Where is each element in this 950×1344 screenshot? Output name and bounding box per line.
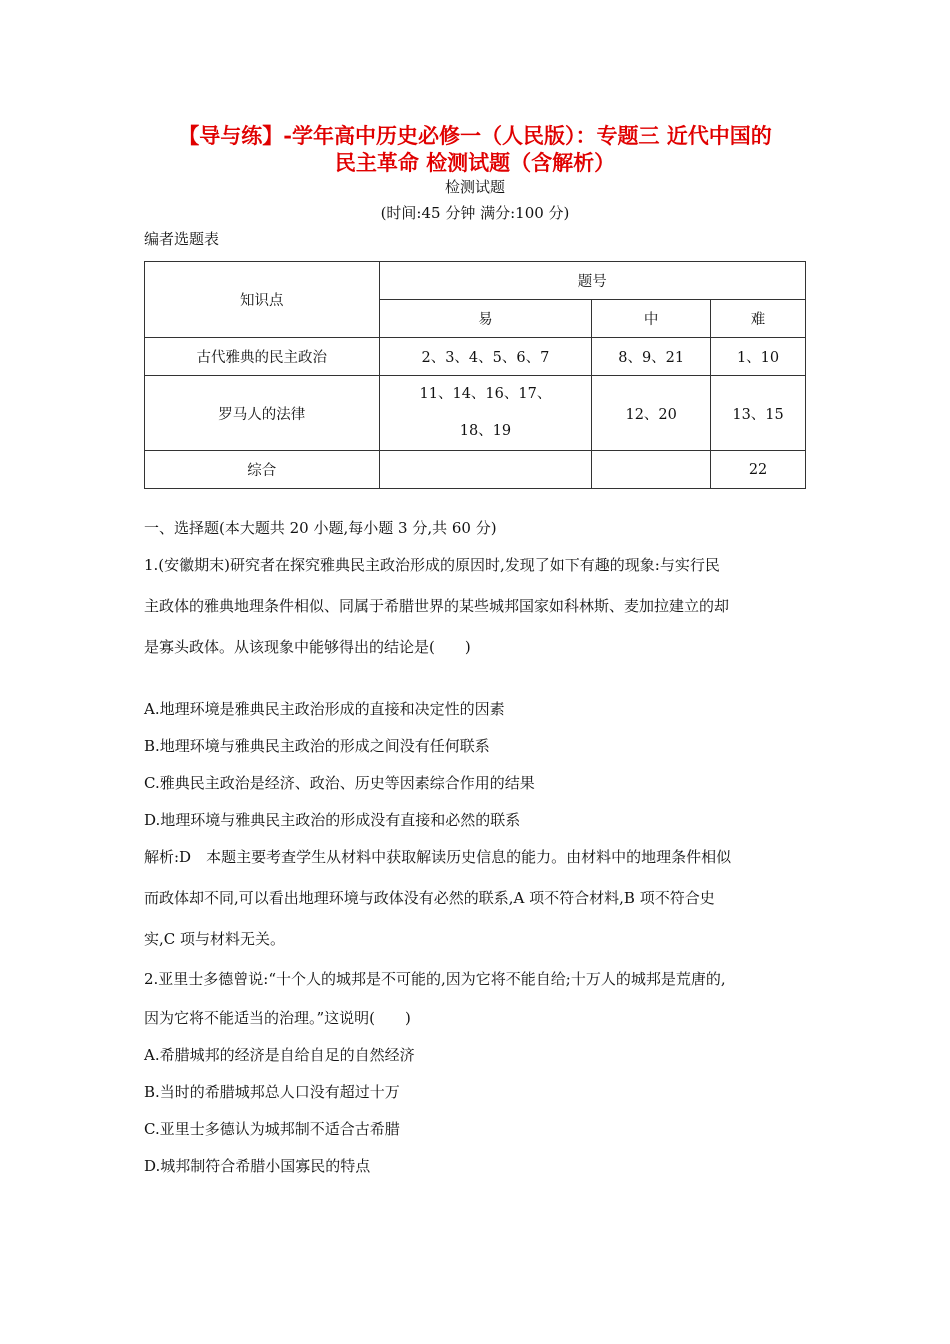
header-knowledge: 知识点	[145, 262, 380, 338]
subtitle: 检测试题	[444, 178, 505, 196]
topic-cell: 古代雅典的民主政治	[145, 338, 380, 376]
medium-cell	[592, 451, 711, 489]
header-question-no: 题号	[379, 262, 805, 300]
header-hard: 难	[711, 300, 806, 338]
topic-cell: 综合	[145, 451, 380, 489]
q1-option-b: B.地理环境与雅典民主政治的形成之间没有任何联系	[144, 737, 490, 755]
q2-option-a: A.希腊城邦的经济是自给自足的自然经济	[144, 1046, 415, 1064]
q2-option-d: D.城邦制符合希腊小国寡民的特点	[144, 1157, 371, 1175]
table-row	[145, 376, 806, 451]
hard-cell: 1、10	[711, 338, 806, 376]
topic-cell: 罗马人的法律	[145, 376, 380, 451]
question-selection-table	[144, 261, 806, 489]
easy-line-2: 18、19	[459, 423, 512, 439]
title-line-2: 民主革命 检测试题（含解析）	[334, 150, 616, 175]
time-info: (时间:45 分钟 满分:100 分)	[380, 204, 570, 222]
q1-analysis-line-2: 而政体却不同,可以看出地理环境与政体没有必然的联系,A 项不符合材料,B 项不符合史	[144, 889, 715, 907]
hard-cell: 22	[711, 451, 806, 489]
q2-stem-line-1: 2.亚里士多德曾说:“十个人的城邦是不可能的,因为它将不能自给;十万人的城邦是荒唐的,	[144, 970, 726, 988]
medium-cell: 8、9、21	[592, 338, 711, 376]
q2-stem-line-2: 因为它将不能适当的治理。”这说明( )	[144, 1009, 411, 1027]
easy-line-1: 11、14、16、17、	[419, 386, 552, 402]
easy-cell	[379, 376, 592, 451]
document-title	[120, 122, 830, 176]
easy-cell	[379, 451, 592, 489]
table-row	[145, 451, 806, 489]
q2-option-c: C.亚里士多德认为城邦制不适合古希腊	[144, 1120, 400, 1138]
hard-cell: 13、15	[711, 376, 806, 451]
q1-stem-line-1: 1.(安徽期末)研究者在探究雅典民主政治形成的原因时,发现了如下有趣的现象:与实行民	[144, 556, 720, 574]
q1-stem-line-2: 主政体的雅典地理条件相似、同属于希腊世界的某些城邦国家如科林斯、麦加拉建立的却	[144, 597, 730, 615]
header-medium: 中	[592, 300, 711, 338]
q1-option-a: A.地理环境是雅典民主政治形成的直接和决定性的因素	[144, 700, 505, 718]
medium-cell: 12、20	[592, 376, 711, 451]
q1-analysis-line-1: 解析:D 本题主要考查学生从材料中获取解读历史信息的能力。由材料中的地理条件相似	[144, 848, 732, 866]
q1-option-c: C.雅典民主政治是经济、政治、历史等因素综合作用的结果	[144, 774, 535, 792]
q2-option-b: B.当时的希腊城邦总人口没有超过十万	[144, 1083, 400, 1101]
section-heading: 一、选择题(本大题共 20 小题,每小题 3 分,共 60 分)	[144, 519, 497, 537]
title-line-1: 【导与练】-学年高中历史必修一（人民版）：专题三 近代中国的	[178, 123, 772, 148]
easy-cell: 2、3、4、5、6、7	[379, 338, 592, 376]
q1-stem-line-3: 是寡头政体。从该现象中能够得出的结论是( )	[144, 638, 471, 656]
q1-analysis-line-3: 实,C 项与材料无关。	[144, 930, 286, 948]
q1-option-d: D.地理环境与雅典民主政治的形成没有直接和必然的联系	[144, 811, 521, 829]
table-row	[145, 338, 806, 376]
header-easy: 易	[379, 300, 592, 338]
table-caption: 编者选题表	[144, 230, 220, 248]
